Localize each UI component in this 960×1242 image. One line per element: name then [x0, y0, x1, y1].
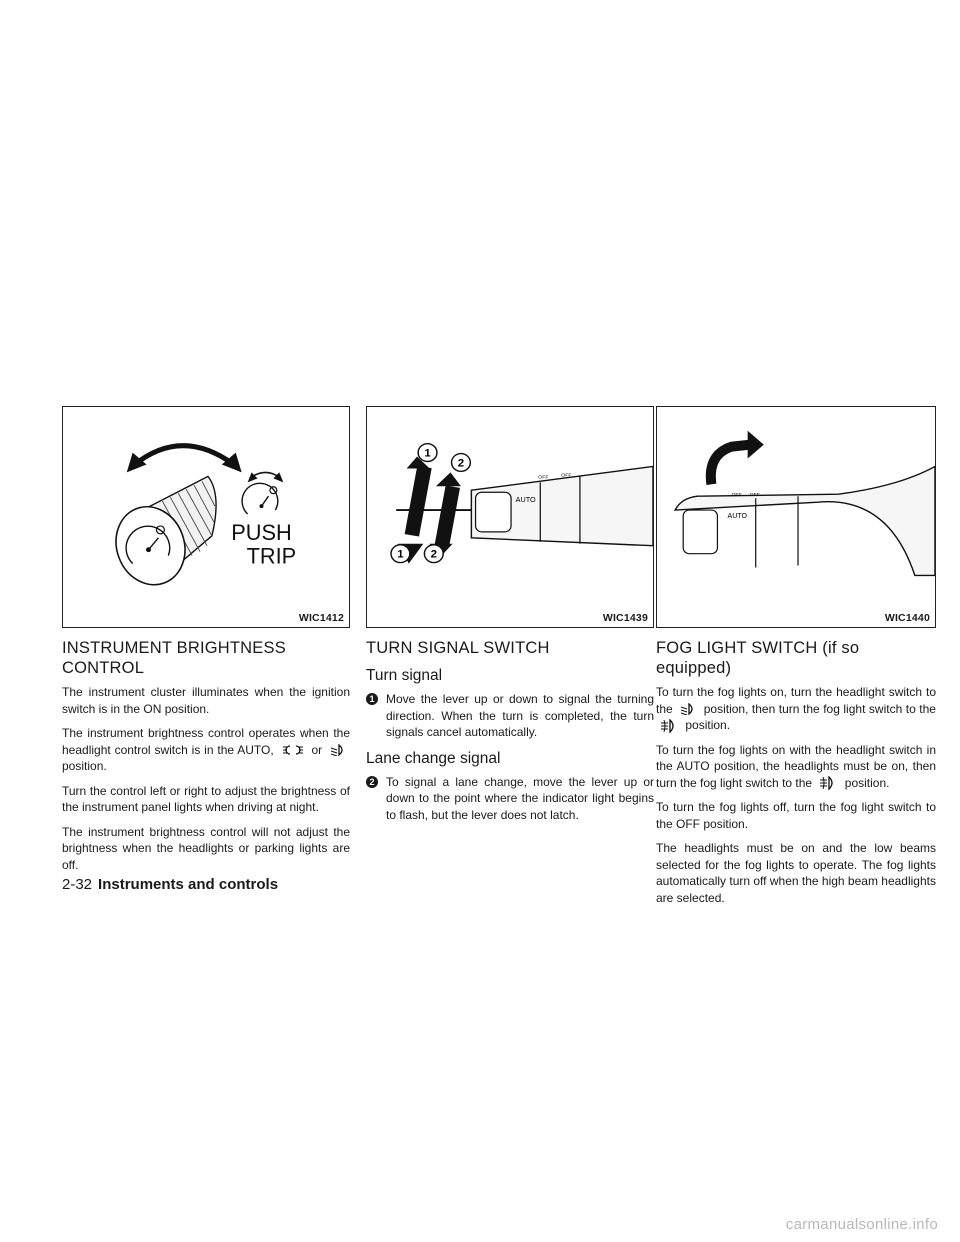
section-title-turn-signal: TURN SIGNAL SWITCH: [366, 639, 550, 657]
column-instrument-brightness: [62, 406, 350, 881]
list-item: 2 To signal a lane change, move the lever up or down to the point where the indicator light begins to flash, but the lever does not latch.: [366, 774, 654, 824]
paragraph: The headlights must be on and the low beams selected for the fog lights to operate. The fog lights automatically turn off when the high beam headlights are selected.: [656, 841, 936, 905]
rotate-arrow-icon: [135, 446, 234, 465]
figure-code: WIC1412: [298, 612, 344, 624]
svg-text:OFF: OFF: [538, 474, 549, 481]
list-item: 1 Move the lever up or down to signal the turning direction. When the turn is completed, the turn signals cancel automatically.: [366, 691, 654, 741]
figure-brightness-dial: [62, 406, 350, 628]
fog-light-illustration: [657, 407, 935, 627]
chapter-title: Instruments and controls: [98, 876, 279, 893]
svg-text:AUTO: AUTO: [515, 496, 536, 505]
svg-text:OFF: OFF: [561, 472, 572, 479]
figure-turn-signal-lever: [366, 406, 654, 628]
callout-2: 2: [457, 457, 465, 470]
brightness-dial-icon: [242, 483, 278, 514]
section-title-fog-light: FOG LIGHT SWITCH (if so equipped): [656, 639, 860, 677]
paragraph-with-icons: To turn the fog lights on, turn the headlight switch to the position, then turn the fog light switch to the position.: [656, 685, 936, 732]
paragraph: The instrument brightness control will not adjust the brightness when the headlights or parking lights are off.: [62, 824, 350, 872]
headlight-icon: [330, 744, 346, 756]
subheading-turn-signal: Turn signal: [366, 667, 443, 684]
svg-text:OFF: OFF: [731, 492, 742, 499]
figure-code: WIC1439: [602, 612, 648, 624]
column-fog-light: [656, 406, 936, 914]
rotate-arrow-icon: [711, 445, 750, 485]
callout-1: 1: [424, 447, 431, 460]
subheading-lane-change: Lane change signal: [366, 749, 501, 767]
callout-1-lower: 1: [397, 548, 404, 561]
figure-fog-light-lever: [656, 406, 936, 628]
fog-light-icon: [660, 719, 678, 733]
number-badge: 2: [366, 776, 378, 788]
paragraph: Turn the control left or right to adjust the brightness of the instrument panel lights when driving at night.: [62, 783, 350, 814]
paragraph: To turn the fog lights off, turn the fog light switch to the OFF position.: [656, 800, 936, 831]
headlight-icon: [680, 703, 696, 715]
column-turn-signal: [366, 406, 654, 831]
brightness-dial-illustration: [63, 407, 349, 627]
section-title-instrument-brightness: INSTRUMENT BRIGHTNESS CONTROL: [62, 639, 286, 677]
parking-light-icon: [282, 744, 304, 756]
paragraph-with-icons: The instrument brightness control operates when the headlight control switch is in the AUTO, or position.: [62, 726, 350, 773]
trip-label: TRIP: [246, 543, 297, 569]
page-number: 2-32: [62, 876, 93, 893]
push-label: PUSH: [231, 519, 292, 545]
page-footer: [62, 876, 278, 894]
number-badge: 1: [366, 693, 378, 705]
turn-signal-illustration: [367, 407, 653, 627]
svg-text:AUTO: AUTO: [727, 513, 747, 520]
watermark: carmanualsonline.info: [785, 1216, 938, 1233]
figure-code: WIC1440: [884, 612, 930, 624]
fog-light-icon: [819, 776, 837, 790]
paragraph: The instrument cluster illuminates when the ignition switch is in the ON position.: [62, 685, 350, 716]
svg-text:OFF: OFF: [749, 492, 760, 499]
callout-2-lower: 2: [430, 548, 437, 561]
paragraph-with-icons: To turn the fog lights on with the headlight switch in the AUTO position, the headlights must be on, then turn the fog light switch to the position.: [656, 742, 936, 790]
